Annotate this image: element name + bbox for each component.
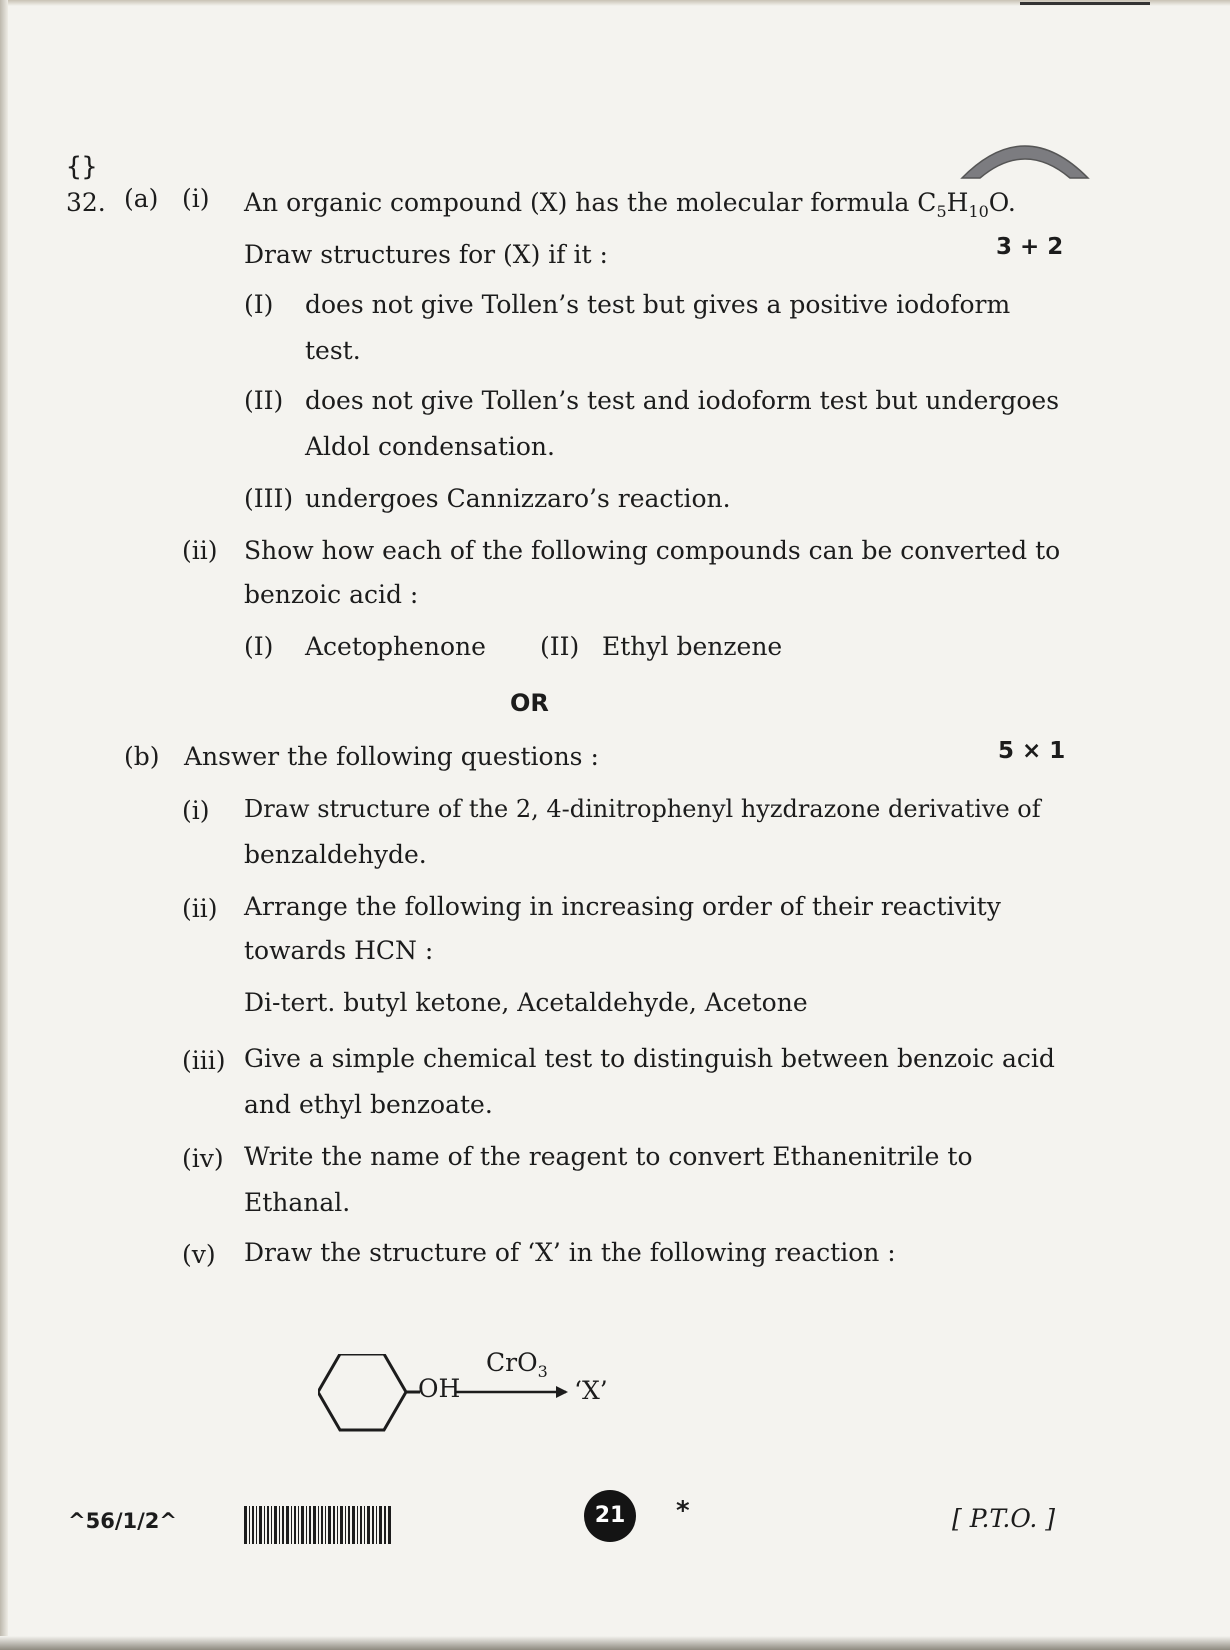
part-III-label: (III) [244,484,294,513]
option-I-text: Acetophenone [305,632,486,661]
product-x: ‘X’ [574,1376,608,1405]
part-b-label: (b) [124,742,160,771]
part-b-intro: Answer the following questions : [184,742,599,771]
b-iv-line2: Ethanal. [244,1188,351,1217]
reaction-diagram [318,1348,658,1444]
reagent-text: CrO [486,1348,538,1377]
marks-a: 3 + 2 [996,234,1064,260]
formula-end: O. [988,188,1016,217]
paper-edge-bottom [0,1636,1230,1650]
b-i-line1: Draw structure of the 2, 4-dinitrophenyl hyzdrazone derivative of [244,795,1041,823]
part-II-line2: Aldol condensation. [305,432,555,461]
b-iii-label: (iii) [182,1046,226,1075]
question-number: 32. [66,188,106,217]
option-II-label: (II) [540,632,580,661]
barcode-icon [244,1506,392,1544]
part-II-line1: does not give Tollen’s test and iodoform test but undergoes [305,386,1060,415]
braces-mark: {} [66,152,98,182]
pto-label: [ P.T.O. ] [952,1504,1056,1533]
paper-code: ^56/1/2^ [68,1509,177,1533]
b-iii-line1: Give a simple chemical test to distinguish between benzoic acid [244,1044,1055,1073]
sub-ii-label: (ii) [182,536,218,565]
b-ii-line2: towards HCN : [244,936,434,965]
b-iv-line1: Write the name of the reagent to convert Ethanenitrile to [244,1142,973,1171]
b-i-line2: benzaldehyde. [244,840,427,869]
part-II-label: (II) [244,386,284,415]
option-I-label: (I) [244,632,274,661]
formula-sub-c: 5 [936,202,947,221]
part-III-line1: undergoes Cannizzaro’s reaction. [305,484,731,513]
part-I-line1: does not give Tollen’s test but gives a positive iodoform [305,290,1011,319]
b-ii-label: (ii) [182,894,218,923]
top-rule [1020,2,1150,5]
b-iii-line2: and ethyl benzoate. [244,1090,493,1119]
option-II-text: Ethyl benzene [602,632,783,661]
marks-b: 5 × 1 [998,738,1066,764]
formula-h: H [946,188,969,217]
b-i-label: (i) [182,796,210,825]
star-mark: * [676,1496,690,1526]
reagent-label [486,1348,548,1387]
b-ii-line3: Di-tert. butyl ketone, Acetaldehyde, Acetone [244,988,808,1017]
b-ii-line1: Arrange the following in increasing order of their reactivity [244,892,1001,921]
formula-line [244,188,1016,227]
b-v-line1: Draw the structure of ‘X’ in the following reaction : [244,1238,896,1267]
sub-ii-line2: benzoic acid : [244,580,419,609]
part-I-line2: test. [305,336,361,365]
hydroxyl-group: OH [418,1374,461,1403]
arc-stamp [958,132,1092,182]
draw-structures-text: Draw structures for (X) if it : [244,240,608,269]
reagent-sub: 3 [537,1362,548,1381]
b-v-label: (v) [182,1240,216,1269]
formula-sub-h: 10 [968,202,989,221]
or-divider: OR [510,689,549,717]
paper-edge-left [0,0,8,1650]
part-a-label: (a) [124,184,159,213]
sub-ii-line1: Show how each of the following compounds can be converted to [244,536,1061,565]
b-iv-label: (iv) [182,1144,224,1173]
sub-i-label: (i) [182,184,210,213]
part-I-label: (I) [244,290,274,319]
formula-text: An organic compound (X) has the molecular formula C [244,188,937,217]
page-number-badge: 21 [584,1490,636,1542]
